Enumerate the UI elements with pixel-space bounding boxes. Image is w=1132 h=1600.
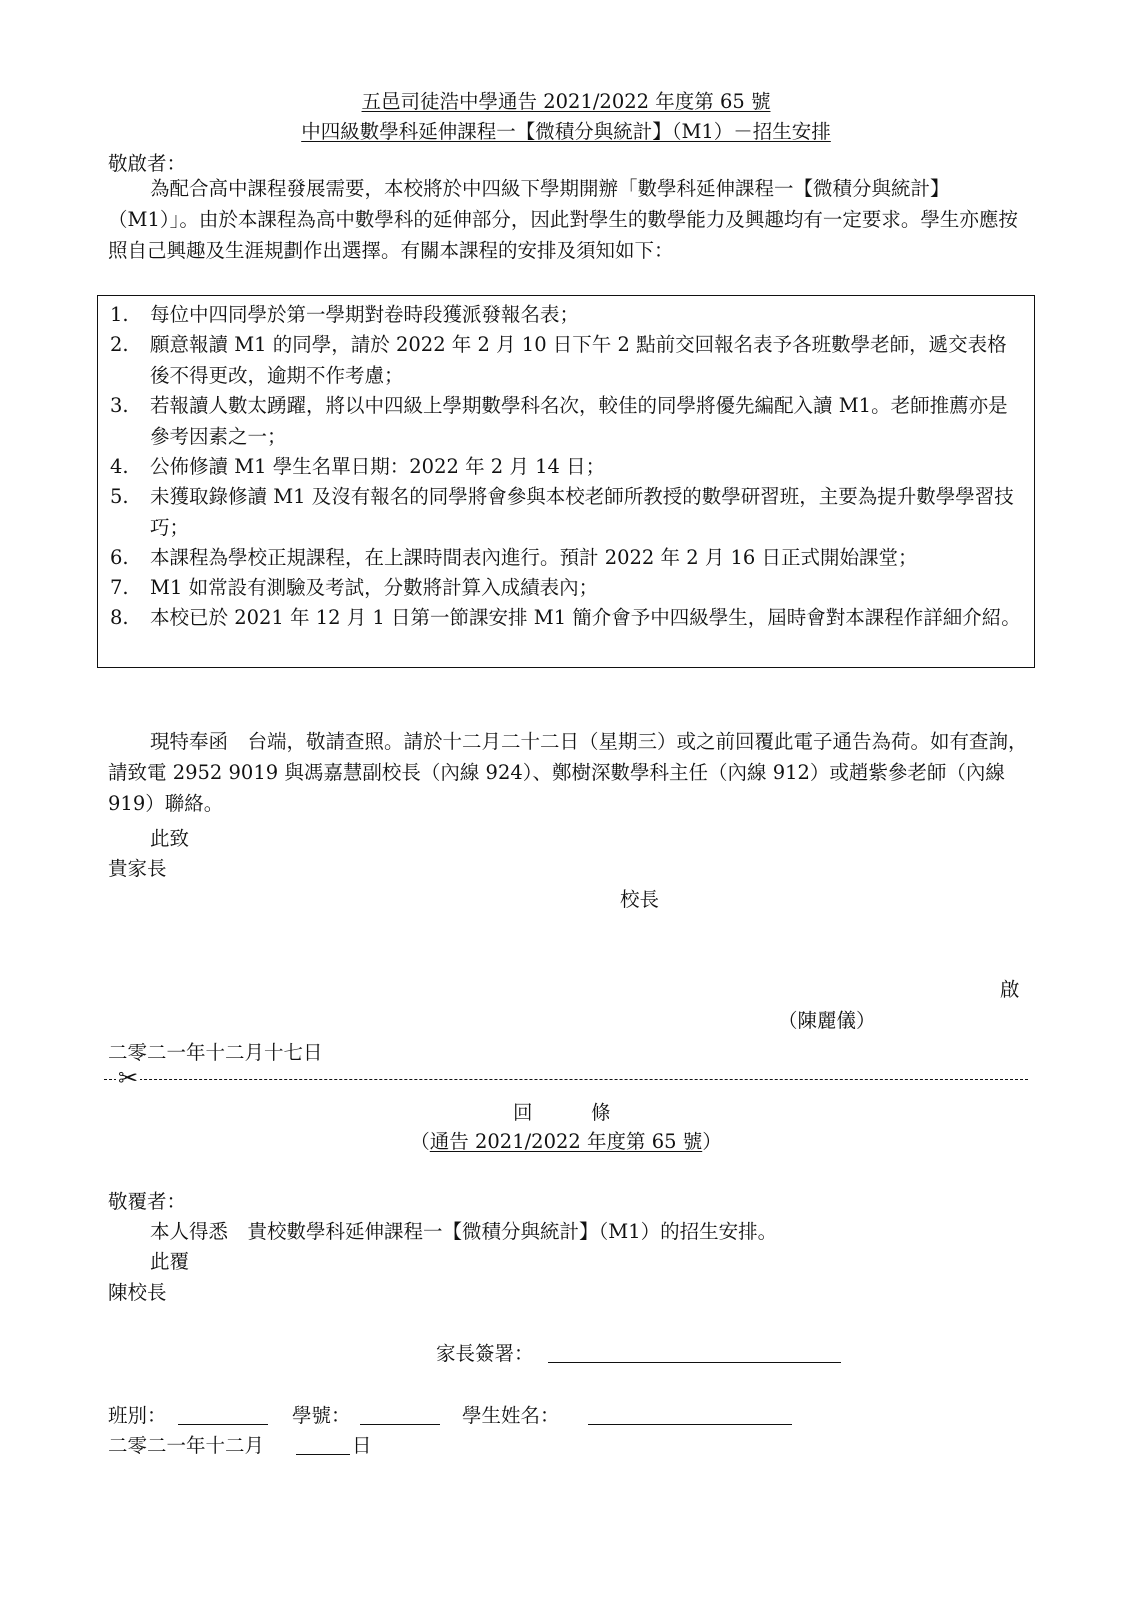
notice-title: 五邑司徒浩中學通告 2021/2022 年度第 65 號 xyxy=(361,90,771,113)
notice-date: 二零二一年十二月十七日 xyxy=(108,1041,323,1064)
reply-salutation: 敬覆者： xyxy=(108,1190,187,1213)
qi: 啟 xyxy=(1000,978,1020,1001)
principal-label: 校長 xyxy=(620,888,660,911)
scissors-icon: ✂ xyxy=(118,1064,139,1092)
item-text: 本校已於 2021 年 12 月 1 日第一節課安排 M1 簡介會予中四級學生，屆時會對本課程作詳細介紹。 xyxy=(150,606,1021,629)
item-number: 8. xyxy=(110,606,129,629)
notice-subtitle: 中四級數學科延伸課程一【微積分與統計】（M1）－招生安排 xyxy=(301,120,831,143)
item-text: 願意報讀 M1 的同學，請於 2022 年 2 月 10 日下午 2 點前交回報名表予各班數學老師，遞交表格後不得更改，逾期不作考慮； xyxy=(150,333,1007,387)
closing-paragraph xyxy=(108,726,1030,819)
item-number: 1. xyxy=(110,303,129,326)
item-text: 每位中四同學於第一學期對卷時段獲派發報名表； xyxy=(150,303,580,326)
reply-date-prefix: 二零二一年十二月 xyxy=(108,1434,265,1457)
class-label: 班別： xyxy=(108,1404,167,1427)
item-text: 本課程為學校正規課程，在上課時間表內進行。預計 2022 年 2 月 16 日正式開始課堂； xyxy=(150,546,918,569)
principal-name: （陳麗儀） xyxy=(778,1009,876,1032)
item-number: 2. xyxy=(110,333,129,356)
item-text: 公佈修讀 M1 學生名單日期：2022 年 2 月 14 日； xyxy=(150,455,606,478)
reply-to: 陳校長 xyxy=(108,1281,167,1304)
arrangement-box xyxy=(97,295,1035,668)
reply-slip-notice-no: 通告 2021/2022 年度第 65 號 xyxy=(429,1130,703,1153)
intro-paragraph xyxy=(108,173,1030,266)
item-text: 未獲取錄修讀 M1 及沒有報名的同學將會參與本校老師所教授的數學研習班，主要為提升數學學習技巧； xyxy=(150,485,1014,539)
reply-day-field[interactable] xyxy=(296,1454,350,1455)
item-number: 5. xyxy=(110,485,129,508)
parent-signature-label: 家長簽署： xyxy=(436,1342,534,1365)
item-number: 3. xyxy=(110,394,129,417)
parent-signature-field[interactable] xyxy=(548,1362,841,1363)
reply-body: 本人得悉 貴校數學科延伸課程一【微積分與統計】（M1）的招生安排。 xyxy=(150,1220,778,1243)
item-number: 6. xyxy=(110,546,129,569)
reply-date-suffix: 日 xyxy=(352,1434,372,1457)
paren-close: ） xyxy=(702,1130,722,1153)
cut-line xyxy=(104,1079,1028,1080)
intro-text: 為配合高中課程發展需要，本校將於中四級下學期開辦「數學科延伸課程一【微積分與統計】（M1）」。由於本課程為高中數學科的延伸部分，因此對學生的數學能力及興趣均有一定要求。學生亦應按照自己興趣及生涯規劃作出選擇。有關本課程的安排及須知如下： xyxy=(108,177,1018,262)
recipient: 貴家長 xyxy=(108,857,167,880)
salutation: 敬啟者： xyxy=(108,152,187,175)
reply-slip-subtitle xyxy=(0,1126,1132,1154)
item-text: 若報讀人數太踴躍，將以中四級上學期數學科名次，較佳的同學將優先編配入讀 M1。老師推薦亦是參考因素之一； xyxy=(150,394,1008,448)
cizhi: 此致 xyxy=(150,827,190,850)
reply-slip-title: 回 條 xyxy=(513,1101,611,1124)
student-no-label: 學號： xyxy=(292,1404,351,1427)
item-text: M1 如常設有測驗及考試，分數將計算入成績表內； xyxy=(150,576,599,599)
item-number: 4. xyxy=(110,455,129,478)
closing-text: 現特奉函 台端，敬請查照。請於十二月二十二日（星期三）或之前回覆此電子通告為荷。如有查詢，請致電 2952 9019 與馮嘉慧副校長（內線 924）、鄭樹深數學科主任（內線 912）或趙紫參老師（內線 919）聯絡。 xyxy=(108,730,1028,815)
student-no-field[interactable] xyxy=(360,1424,440,1425)
student-name-field[interactable] xyxy=(588,1424,792,1425)
paren-open: （ xyxy=(410,1130,430,1153)
student-name-label: 學生姓名： xyxy=(462,1404,560,1427)
reply-cifu: 此覆 xyxy=(150,1250,190,1273)
item-number: 7. xyxy=(110,576,129,599)
class-field[interactable] xyxy=(178,1424,268,1425)
